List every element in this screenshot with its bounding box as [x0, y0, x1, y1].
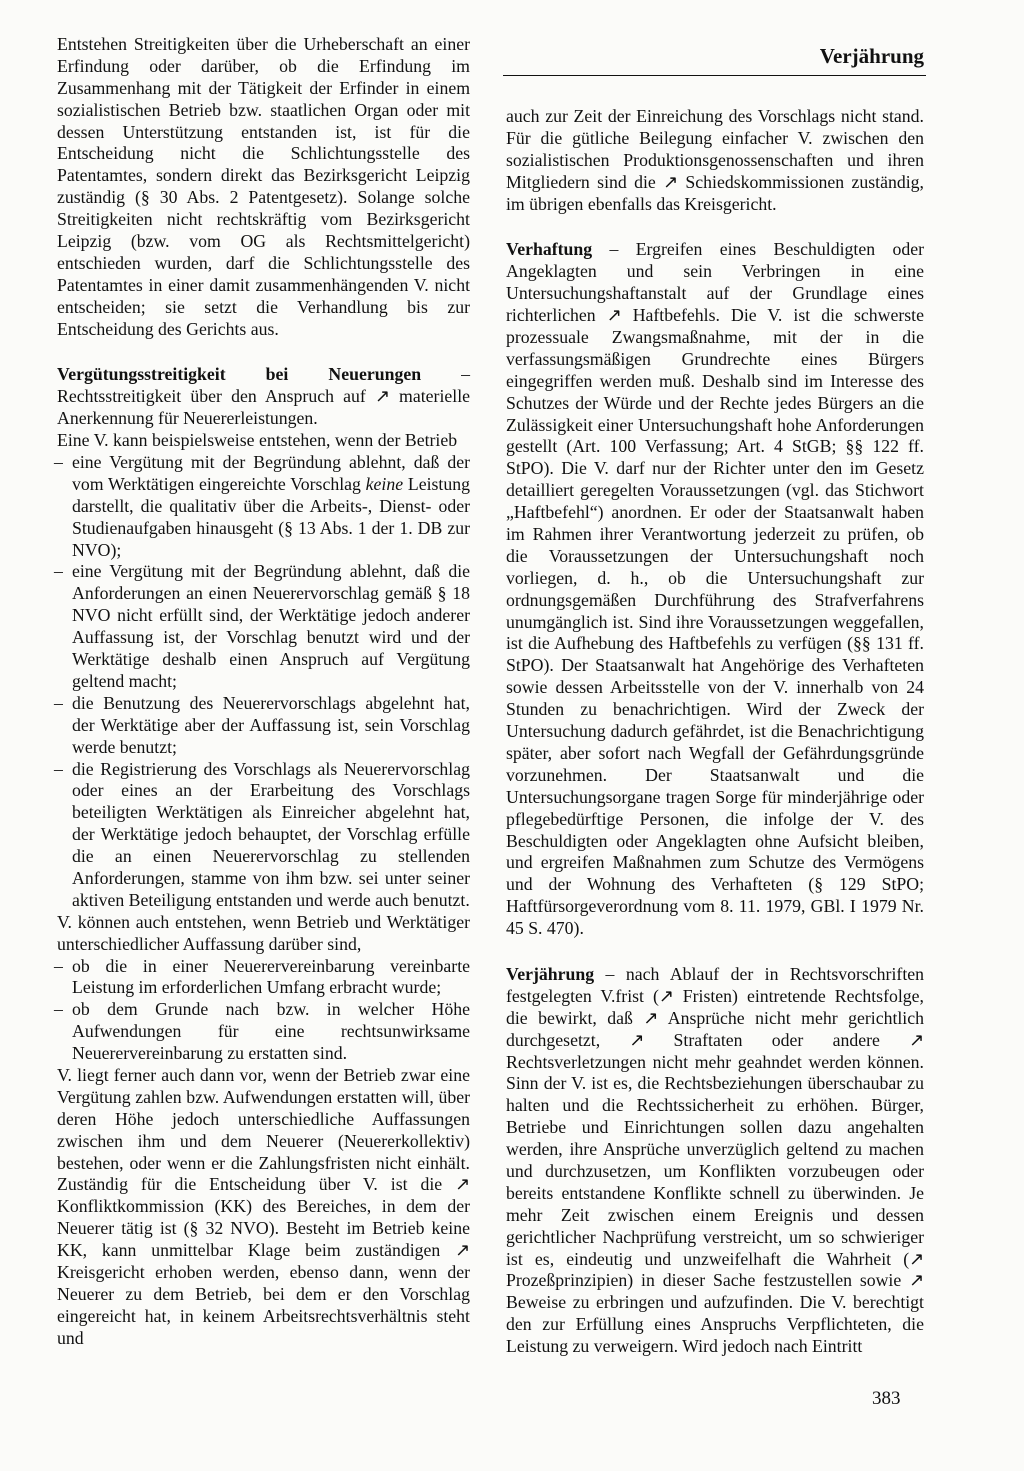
case-list: [57, 452, 470, 912]
entry-verhaftung: [506, 239, 924, 940]
entry-term: Verhaftung: [506, 239, 593, 260]
list-item: – ob dem Grunde nach bzw. in welcher Höhe Aufwendungen für eine rechtsunwirksame Neuerervereinbarung zu erstatten sind.: [57, 999, 470, 1065]
emphasis-text: keine: [365, 473, 404, 494]
list-item: – die Benutzung des Neuerervorschlags abgelehnt hat, der Werktätige aber der Auffassung ist, sein Vorschlag werde benutzt;: [57, 693, 470, 759]
continued-paragraph: auch zur Zeit der Einreichung des Vorschlags nicht stand. Für die gütliche Beilegung einfacher V. zwischen den sozialistischen Produktionsgenossenschaften und ihren Mitgliedern sind die ↗ Schiedskommissionen zuständig, im übrigen ebenfalls das Kreisgericht.: [506, 106, 924, 214]
running-head: Verjährung: [819, 44, 924, 68]
list-item: – ob die in einer Neuerervereinbarung vereinbarte Leistung im erforderlichen Umfang erbracht wurde;: [57, 956, 470, 1000]
entry-term: Verjährung: [506, 963, 595, 984]
right-column: [506, 106, 924, 1358]
list-item-text: Leistung darstellt, die qualitativ über die Arbeits-, Dienst- oder Studienaufgaben hinausgeht (§ 13 Abs. 1 der 1. DB zur NVO);: [72, 473, 470, 560]
entry-verguetungsstreitigkeit: [57, 364, 470, 430]
entry-term: Vergütungsstreitigkeit bei Neuerungen: [57, 364, 422, 385]
left-column: [57, 34, 470, 1350]
entry-definition: – Rechtsstreitigkeit über den Anspruch auf ↗ materielle Anerkennung für Neuererleistungen.: [57, 364, 471, 429]
header-rule: [503, 75, 926, 76]
list-item: – die Registrierung des Vorschlags als Neuerervorschlag oder eines an der Erarbeitung des Vorschlags beteiligten Werktätigen als Einreicher abgelehnt hat, der Werktätige jedoch behauptet, der Vorschlag erfülle die an einen Neuerervorschlag zu stellenden Anforderungen, stamme von ihm bzw. sei unter seiner aktiven Beteiligung entstanden und werde auch benutzt.: [57, 759, 470, 912]
paragraph-final: V. liegt ferner auch dann vor, wenn der Betrieb zwar eine Vergütung zahlen bzw. Aufwendungen erstatten will, über deren Höhe jedoch unterschiedliche Auffassungen zwischen ihm und dem Neuerer (Neuererkollektiv) bestehen, oder wenn er die Zahlungsfristen nicht einhält. Zuständig für die Entscheidung über V. ist die ↗ Konfliktkommission (KK) des Bereiches, in dem der Neuerer tätig ist (§ 32 NVO). Besteht im Betrieb keine KK, kann unmittelbar Klage beim zuständigen ↗ Kreisgericht erhoben werden, ebenso dann, wenn der Neuerer zu dem Betrieb, bei dem er den Vorschlag eingereicht hat, in keinem Arbeitsrechtsverhältnis steht und: [57, 1064, 470, 1348]
list-item-text: eine Vergütung mit der Begründung ablehnt, daß der vom Werktätigen eingereichte Vorschlag: [72, 452, 470, 494]
page-number: 383: [872, 1388, 901, 1409]
case-list-2: [57, 956, 470, 1065]
paragraph-also: V. können auch entstehen, wenn Betrieb und Werktätiger unterschiedlicher Auffassung darüber sind,: [57, 911, 470, 954]
entry-separator: [57, 340, 470, 364]
entry-intro: Eine V. kann beispielsweise entstehen, wenn der Betrieb: [57, 430, 458, 451]
continued-paragraph: Entstehen Streitigkeiten über die Urheberschaft an einer Erfindung oder darüber, ob die Erfindung im Zusammenhang mit der Tätigkeit der Erfinder in einem sozialistischen Betrieb bzw. staatlichen Organ oder mit dessen Unterstützung entstanden ist, ist für die Entscheidung nicht die Schlichtungsstelle des Patentamtes, sondern direkt das Bezirksgericht Leipzig zuständig (§ 30 Abs. 2 Patentgesetz). Solange solche Streitigkeiten nicht rechtskräftig vom Bezirksgericht Leipzig (bzw. vom OG als Rechtsmittelgericht) entschieden wurden, darf die Schlichtungsstelle des Patentamtes in einer damit zusammenhängenden V. nicht entscheiden; sie setzt die Verhandlung bis zur Entscheidung des Gerichts aus.: [57, 34, 470, 339]
list-item: – eine Vergütung mit der Begründung ablehnt, daß die Anforderungen an einen Neuerervorschlag gemäß § 18 NVO nicht erfüllt sind, der Werktätige jedoch anderer Auffassung ist, der Vorschlag benutzt wird und der Werktätige deshalb einen Anspruch auf Vergütung geltend macht;: [57, 561, 470, 692]
entry-definition: – nach Ablauf der in Rechtsvorschriften festgelegten V.frist (↗ Fristen) eintretende Rechtsfolge, die bewirkt, daß ↗ Ansprüche nicht mehr gerichtlich durchgesetzt, ↗ Straftaten oder andere ↗ Rechtsverletzungen nicht mehr geahndet werden können. Sinn der V. ist es, die Rechtsbeziehungen überschaubar zu halten und die Rechtssicherheit zu erhöhen. Bürger, Betriebe und Einrichtungen sollen dazu angehalten werden, ihre Ansprüche unverzüglich geltend zu machen und durchzusetzen, um Konflikten vorzubeugen oder bereits entstandene Konflikte schnell zu überwinden. Je mehr Zeit zwischen einem Ereignis und dessen gerichtlicher Nachprüfung verstreicht, um so schwieriger ist es, eindeutig und unzweifelhaft die Wahrheit (↗ Prozeßprinzipien) in dieser Sache festzustellen sowie ↗ Beweise zu erbringen und aufzufinden. Die V. berechtigt den zur Erfüllung eines Anspruchs Verpflichteten, die Leistung zu verweigern. Wird jedoch nach Eintritt: [506, 963, 924, 1357]
entry-verjaehrung: [506, 964, 924, 1358]
entry-definition: – Ergreifen eines Beschuldigten oder Angeklagten und sein Verbringen in eine Untersuchungshaftanstalt auf der Grundlage eines richterlichen ↗ Haftbefehls. Die V. ist die schwerste prozessuale Zwangsmaßnahme, mit der in die verfassungsmäßigen Grundrechte eines Bürgers eingegriffen werden muß. Deshalb sind im Interesse des Schutzes der Würde und der Rechte jedes Bürgers an die Zulässigkeit einer Untersuchungshaft hohe Anforderungen gestellt (Art. 100 Verfassung; Art. 4 StGB; §§ 122 ff. StPO). Die V. darf nur der Richter unter den im Gesetz detailliert geregelten Voraussetzungen (vgl. das Stichwort „Haftbefehl“) anordnen. Er oder der Staatsanwalt haben im Rahmen ihrer Verantwortung jederzeit zu prüfen, ob die Voraussetzungen der Untersuchungshaft noch vorliegen, d. h., ob die Untersuchungshaft zur ordnungsgemäßen Durchführung des Strafverfahrens unumgänglich ist. Sind ihre Voraussetzungen weggefallen, ist die Aufhebung des Haftbefehls zu verfügen (§§ 131 ff. StPO). Der Staatsanwalt hat Angehörige des Verhafteten sowie dessen Arbeitsstelle von der V. innerhalb von 24 Stunden zu benachrichtigen. Wird der Zweck der Untersuchung dadurch gefährdet, ist die Benachrichtigung später, aber sofort nach Wegfall der Gefährdungsgründe vorzunehmen. Der Staatsanwalt und die Untersuchungsorgane tragen Sorge für minderjährige oder pflegebedürftige Personen, die infolge der V. des Beschuldigten oder Angeklagten ohne Aufsicht bleiben, und ergreifen Maßnahmen zum Schutze des Vermögens und der Wohnung des Verhafteten (§ 129 StPO; Haftfürsorgeverordnung vom 8. 11. 1979, GBl. I 1979 Nr. 45 S. 470).: [506, 239, 924, 939]
list-item: [57, 452, 470, 561]
entry-separator: [506, 215, 924, 239]
entry-separator: [506, 940, 924, 964]
